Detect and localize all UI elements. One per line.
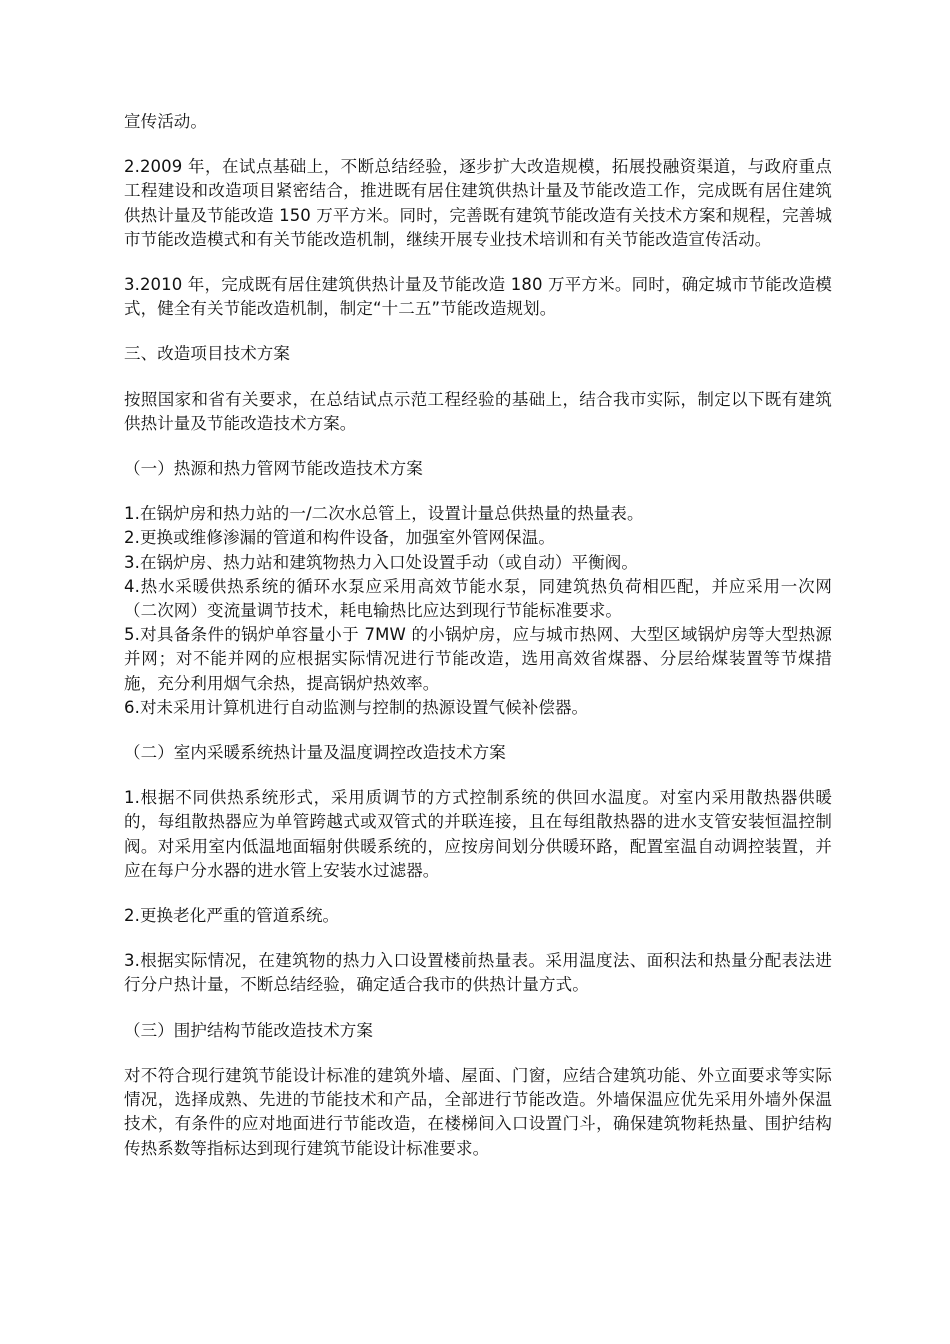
list-item: 2.更换或维修渗漏的管道和构件设备，加强室外管网保温。 bbox=[124, 528, 555, 548]
subsection-heading-envelope: （三）围护结构节能改造技术方案 bbox=[124, 1020, 373, 1040]
document-body bbox=[124, 110, 832, 1182]
subsection-heading-heat-source: （一）热源和热力管网节能改造技术方案 bbox=[124, 459, 423, 479]
list-item: 5.对具备条件的锅炉单容量小于 7MW 的小锅炉房，应与城市热网、大型区域锅炉房等大型热源并网；对不能并网的应根据实际情况进行节能改造，选用高效省煤器、分层给煤装置等节煤措施，充分利用烟气余热，提高锅炉热效率。 bbox=[124, 625, 832, 693]
paragraph-continuation: 宣传活动。 bbox=[124, 112, 207, 131]
subsection-heading-indoor-heating: （二）室内采暖系统热计量及温度调控改造技术方案 bbox=[124, 743, 506, 763]
paragraph-2009-plan: 2.2009 年，在试点基础上，不断总结经验，逐步扩大改造规模，拓展投融资渠道，与政府重点工程建设和改造项目紧密结合，推进既有居住建筑供热计量及节能改造工作，完成既有居住建筑供热计量及节能改造 150 万平方米。同时，完善既有建筑节能改造有关技术方案和规程，完善城市节能改造模式和有关节能改造机制，继续开展专业技术培训和有关节能改造宣传活动。 bbox=[124, 157, 832, 249]
paragraph-indoor-item-1: 1.根据不同供热系统形式，采用质调节的方式控制系统的供回水温度。对室内采用散热器供暖的，每组散热器应为单管跨越式或双管式的并联连接，且在每组散热器的进水支管安装恒温控制阀。对采用室内低温地面辐射供暖系统的，应按房间划分供暖环路，配置室温自动调控装置，并应在每户分水器的进水管上安装水过滤器。 bbox=[124, 788, 832, 880]
section-heading-tech-plan: 三、改造项目技术方案 bbox=[124, 344, 290, 364]
list-item: 6.对未采用计算机进行自动监测与控制的热源设置气候补偿器。 bbox=[124, 697, 589, 717]
list-item: 4.热水采暖供热系统的循环水泵应采用高效节能水泵，同建筑热负荷相匹配，并应采用一次网（二次网）变流量调节技术，耗电输热比应达到现行节能标准要求。 bbox=[124, 576, 832, 621]
paragraph-indoor-item-3: 3.根据实际情况，在建筑物的热力入口设置楼前热量表。采用温度法、面积法和热量分配表法进行分户热计量，不断总结经验，确定适合我市的供热计量方式。 bbox=[124, 951, 832, 995]
heat-source-measures-list bbox=[124, 502, 832, 720]
list-item: 3.在锅炉房、热力站和建筑物热力入口处设置手动（或自动）平衡阀。 bbox=[124, 552, 638, 572]
paragraph-2010-plan: 3.2010 年，完成既有居住建筑供热计量及节能改造 180 万平方米。同时，确定城市节能改造模式，健全有关节能改造机制，制定“十二五”节能改造规划。 bbox=[124, 275, 832, 319]
paragraph-indoor-item-2: 2.更换老化严重的管道系统。 bbox=[124, 906, 340, 926]
paragraph-tech-plan-intro: 按照国家和省有关要求，在总结试点示范工程经验的基础上，结合我市实际，制定以下既有建筑供热计量及节能改造技术方案。 bbox=[124, 389, 832, 433]
list-item: 1.在锅炉房和热力站的一/二次水总管上，设置计量总供热量的热量表。 bbox=[124, 504, 644, 524]
paragraph-envelope-plan: 对不符合现行建筑节能设计标准的建筑外墙、屋面、门窗，应结合建筑功能、外立面要求等实际情况，选择成熟、先进的节能技术和产品，全部进行节能改造。外墙保温应优先采用外墙外保温技术，有条件的应对地面进行节能改造，在楼梯间入口设置门斗，确保建筑物耗热量、围护结构传热系数等指标达到现行建筑节能设计标准要求。 bbox=[124, 1065, 832, 1158]
